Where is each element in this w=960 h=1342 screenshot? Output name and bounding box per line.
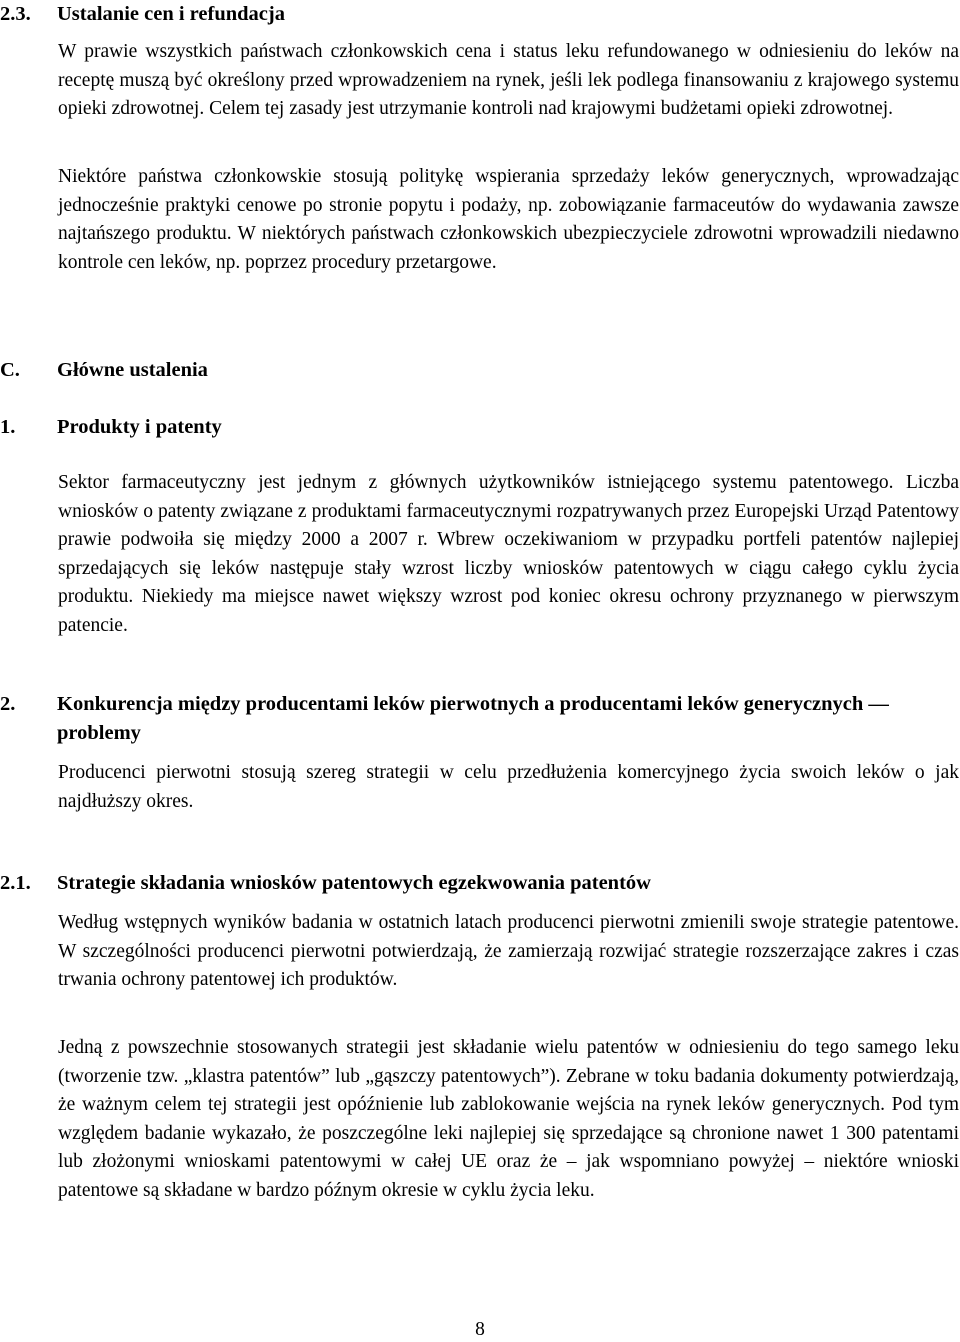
paragraph: W prawie wszystkich państwach członkowskich cena i status leku refundowanego w odniesieniu do leków na receptę muszą być określony przed wprowadzeniem na rynek, jeśli lek podlega finansowaniu z krajowego systemu opieki zdrowotnej. Celem tej zasady jest utrzymanie kontroli nad krajowymi budżetami opieki zdrowotnej. (58, 41, 959, 120)
section-title: Konkurencja między producentami leków pierwotnych a producentami leków generycznych — problemy (57, 693, 889, 744)
page-number: 8 (475, 1319, 485, 1340)
section-title: Strategie składania wniosków patentowych egzekwowania patentów (57, 872, 651, 894)
paragraph: Jedną z powszechnie stosowanych strategii jest składanie wielu patentów w odniesieniu do tego samego leku (tworzenie tzw. „klastra patentów” lub „gąszczy patentowych”). Zebrane w toku badania dokumenty potwierdzają, że ważnym celem tej strategii jest opóźnienie lub zablokowanie wejścia na rynek leków generycznych. Pod tym względem badanie wykazało, że poszczególne leki najlepiej się sprzedające są chronione nawet 1 300 patentami lub złożonymi wnioskami patentowymi w całej UE oraz że – jak wspomniano powyżej – niektóre wnioski patentowe są składane w bardzo późnym okresie w cyklu życia leku. (58, 1037, 959, 1201)
paragraph: Według wstępnych wyników badania w ostatnich latach producenci pierwotni zmienili swoje strategie patentowe. W szczególności producenci pierwotni potwierdzają, że zamierzają rozwijać strategie rozszerzające zakres i czas trwania ochrony patentowej ich produktów. (58, 912, 959, 991)
section-number: 2.1. (0, 872, 31, 894)
section-title: Ustalanie cen i refundacja (57, 3, 285, 25)
section-title: Główne ustalenia (57, 359, 208, 381)
section-number: 1. (0, 416, 16, 438)
section-number: 2.3. (0, 3, 31, 25)
paragraph: Producenci pierwotni stosują szereg strategii w celu przedłużenia komercyjnego życia swoich leków o jak najdłuższy okres. (58, 762, 959, 812)
section-title: Produkty i patenty (57, 416, 222, 438)
paragraph: Niektóre państwa członkowskie stosują politykę wspierania sprzedaży leków generycznych, wprowadzając jednocześnie praktyki cenowe po stronie popytu i podaży, np. zobowiązanie farmaceutów do wydawania zawsze najtańszego produktu. W niektórych państwach członkowskich ubezpieczyciele zdrowotni wprowadzili niedawno kontrole cen leków, np. poprzez procedury przetargowe. (58, 166, 959, 273)
paragraph: Sektor farmaceutyczny jest jednym z głównych użytkowników istniejącego systemu patentowego. Liczba wniosków o patenty związane z produktami farmaceutycznymi rozpatrywanych przez Europejski Urząd Patentowy prawie podwoiła się między 2000 a 2007 r. Wbrew oczekiwaniom w przypadku portfeli patentów najlepiej sprzedających się leków następuje stały wzrost liczby wniosków patentowych w ciągu całego cyklu życia produktu. Niekiedy ma miejsce nawet większy wzrost pod koniec okresu ochrony przyznanego w pierwszym patencie. (58, 472, 959, 636)
section-number: C. (0, 359, 20, 381)
section-number: 2. (0, 693, 16, 715)
